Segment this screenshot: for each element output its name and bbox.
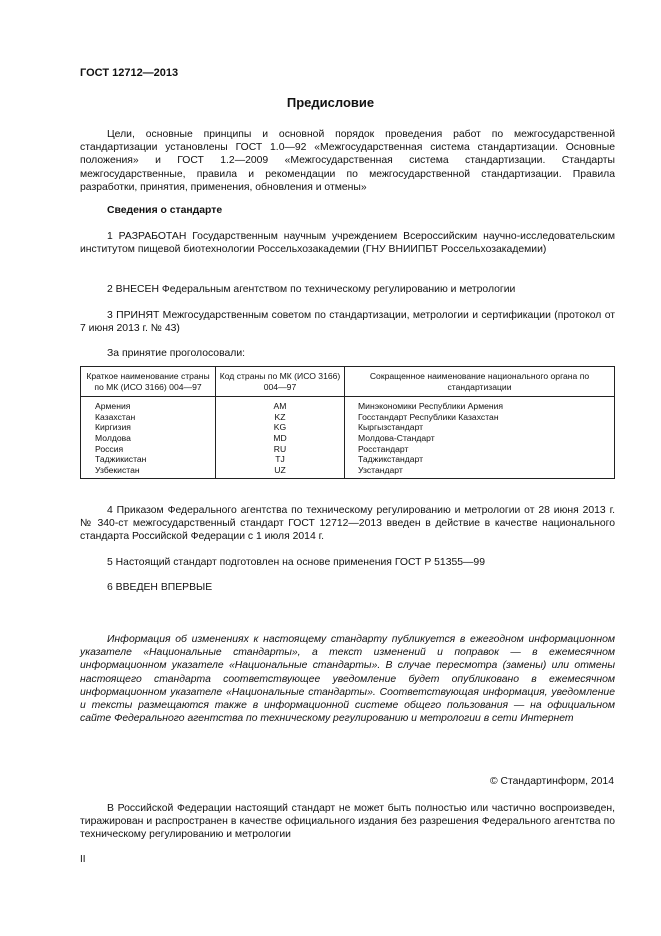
country-cell: Киргизия bbox=[81, 422, 216, 433]
country-cell: Таджикистан bbox=[81, 454, 216, 465]
standard-code-header: ГОСТ 12712—2013 bbox=[80, 67, 179, 79]
code-cell: RU bbox=[216, 444, 345, 455]
table-header-row bbox=[81, 367, 615, 397]
item-enacted: 4 Приказом Федерального агентства по техническому регулированию и метрологии от 28 июня 2013 г. № 340-ст межгосударственный стандарт ГОСТ 12712—2013 введен в действие в качестве национального стандарта Российской Федерации с 1 июля 2014 г. bbox=[80, 505, 615, 543]
code-cell: KZ bbox=[216, 412, 345, 423]
voting-table bbox=[80, 366, 615, 479]
header-country: Краткое наименование страны по МК (ИСО 3166) 004—97 bbox=[81, 367, 216, 397]
country-cell: Россия bbox=[81, 444, 216, 455]
code-cell: AM bbox=[216, 397, 345, 412]
country-cell: Армения bbox=[81, 397, 216, 412]
info-heading: Сведения о стандарте bbox=[107, 205, 223, 216]
amendments-notice: Информация об изменениях к настоящему стандарту публикуется в ежегодном информационном указателе «Национальные стандарты», а текст изменений и поправок — в ежемесячном информационном указателе «Национальные стандарты». В случае пересмотра (замены) или отмены настоящего стандарта соответствующее уведомление будет опубликовано в ежемесячном информационном указателе «Национальные стандарты». Соответствующая информация, уведомление и тексты размещаются также в информационной системе общего пользования — на официальном сайте Федерального агентства по техническому регулированию и метрологии в сети Интернет bbox=[80, 634, 615, 725]
body-cell: Госстандарт Республики Казахстан bbox=[358, 411, 499, 422]
voted-label: За принятие проголосовали: bbox=[107, 348, 246, 359]
code-cell: KG bbox=[216, 422, 345, 433]
country-cell: Молдова bbox=[81, 433, 216, 444]
country-cell: Казахстан bbox=[81, 412, 216, 423]
code-cell: MD bbox=[216, 433, 345, 444]
body-cell: Минэкономики Республики Армения bbox=[358, 401, 504, 412]
intro-paragraph: Цели, основные принципы и основной порядок проведения работ по межгосударственной стандартизации установлены ГОСТ 1.0—92 «Межгосударственная система стандартизации. Основные положения» и ГОСТ 1.2—2009 «Межгосударственная система стандартизации. Стандарты межгосударственные, правила и рекомендации по межгосударственной стандартизации. Правила разработки, принятия, применения, обновления и отмены» bbox=[80, 129, 615, 193]
item-developed: 1 РАЗРАБОТАН Государственным научным учреждением Всероссийским научно-исследовательским институтом пищевой биотехнологии Россельхозакадемии (ГНУ ВНИИПБТ Россельхозакадемии) bbox=[80, 231, 615, 256]
table-row bbox=[81, 412, 615, 423]
body-cell: Таджикстандарт bbox=[358, 454, 424, 465]
table-row bbox=[81, 444, 615, 455]
item-first-introduced: 6 ВВЕДЕН ВПЕРВЫЕ bbox=[107, 582, 213, 593]
body-cell: Росстандарт bbox=[358, 443, 409, 454]
body-cell: Узстандарт bbox=[358, 464, 403, 475]
table-row bbox=[81, 465, 615, 479]
reproduction-notice: В Российской Федерации настоящий стандарт не может быть полностью или частично воспроизведен, тиражирован и распространен в качестве официального издания без разрешения Федерального агентства по техническому регулированию и метрологии bbox=[80, 803, 615, 841]
page-number: II bbox=[80, 854, 86, 865]
code-cell: UZ bbox=[216, 465, 345, 479]
item-submitted: 2 ВНЕСЕН Федеральным агентством по техническому регулированию и метрологии bbox=[107, 284, 516, 295]
item-adopted: 3 ПРИНЯТ Межгосударственным советом по стандартизации, метрологии и сертификации (протокол от 7 июня 2013 г. № 43) bbox=[80, 310, 615, 335]
body-cell: Кыргызстандарт bbox=[358, 422, 424, 433]
table-row bbox=[81, 433, 615, 444]
header-body: Сокращенное наименование национального органа по стандартизации bbox=[345, 367, 615, 397]
body-cell: Молдова-Стандарт bbox=[358, 432, 435, 443]
code-cell: TJ bbox=[216, 454, 345, 465]
table-row bbox=[81, 422, 615, 433]
header-code: Код страны по МК (ИСО 3166) 004—97 bbox=[216, 367, 345, 397]
country-cell: Узбекистан bbox=[81, 465, 216, 479]
copyright: © Стандартинформ, 2014 bbox=[489, 776, 614, 787]
table-row bbox=[81, 454, 615, 465]
table-row bbox=[81, 397, 615, 412]
page-title: Предисловие bbox=[286, 95, 375, 110]
item-basis: 5 Настоящий стандарт подготовлен на основе применения ГОСТ Р 51355—99 bbox=[107, 557, 485, 568]
